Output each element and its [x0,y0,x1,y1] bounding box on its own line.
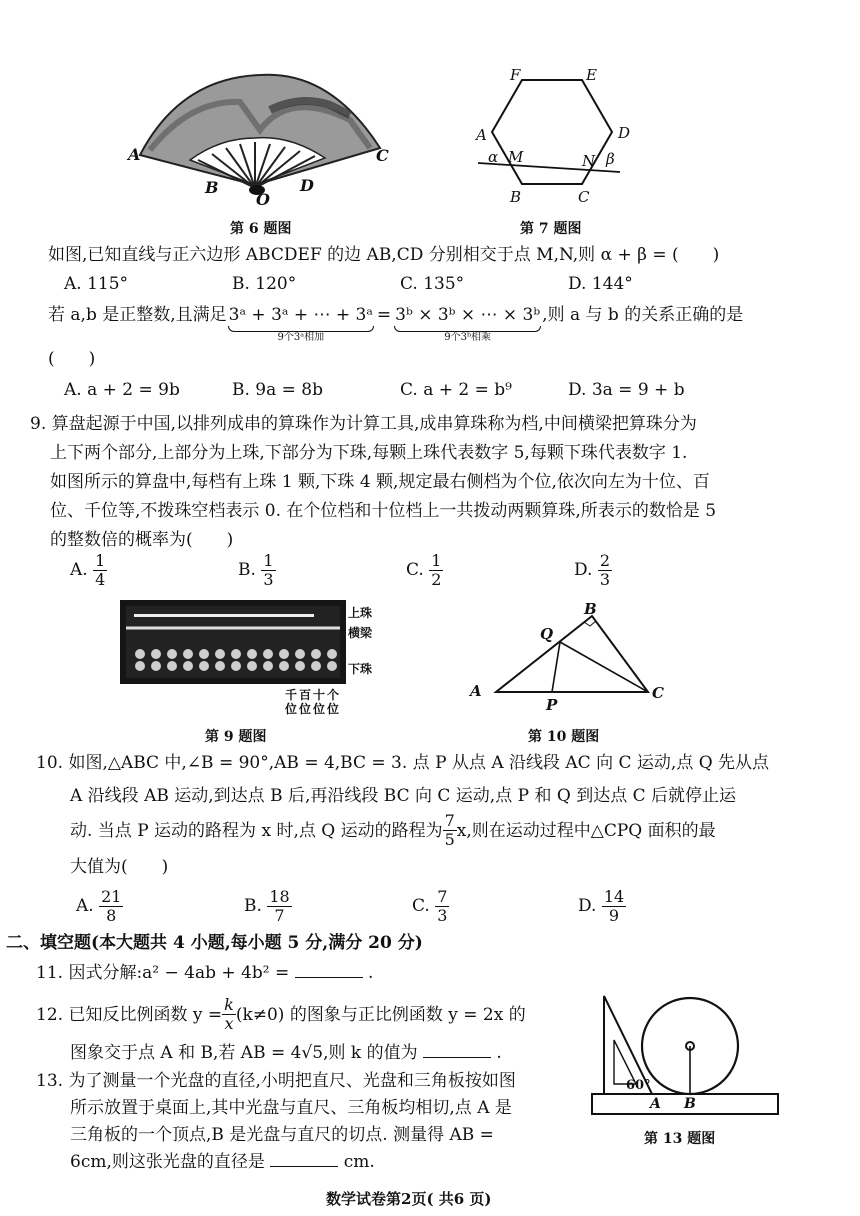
fig7-label-b: B [510,188,522,206]
fig9-label-lower-bead: 下珠 [348,662,373,676]
q8-option-a: A. a + 2 = 9b [64,380,180,400]
fig7-caption: 第 7 题图 [520,221,582,237]
q9-option-c: C. $\frac{1}{2}$ [406,551,442,589]
q9-line-1: 9. 算盘起源于中国,以排列成串的算珠作为计算工具,成串算珠称为档,中间横梁把算珠分为 [30,414,697,434]
q10-line-1: 10. 如图,△ABC 中,∠B = 90°,AB = 4,BC = 3. 点 P 从点 A 沿线段 AC 向 C 运动,点 Q 先从点 [36,753,770,773]
q11 [36,962,373,984]
q8-stem-line [48,304,743,344]
q9-line-2: 上下两个部分,上部分为上珠,下部分为下珠,每颗上珠代表数字 5,每颗下珠代表数字 1. [50,443,688,463]
fig7-label-m: M [508,148,524,166]
q12-answer-blank[interactable] [423,1043,491,1058]
q7-option-c: C. 135° [400,274,465,294]
fig9-bottom-labels: 千百十个 [285,688,342,702]
q8-prod-expr: 3ᵇ × 3ᵇ × ⋯ × 3ᵇ [395,305,541,325]
q8-sum-note: 9个3ᵃ相加 [277,332,325,343]
q8-option-c: C. a + 2 = b⁹ [400,380,512,400]
fig6-label-o: O [256,190,270,209]
fig7-label-c: C [578,188,590,206]
q8-prod-note: 9个3ᵇ相乘 [444,332,492,343]
q12-post: (k≠0) 的图象与正比例函数 y = 2x 的 [235,1004,526,1025]
q7-option-a: A. 115° [64,274,129,294]
q12-end: . [496,1043,502,1063]
q10-line-3-frac: $\frac{7}{5}$ [444,811,455,849]
q12-line-2-text: 图象交于点 A 和 B,若 AB = 4√5,则 k 的值为 [70,1043,418,1063]
fig10-label-a: A [470,682,482,700]
fig7-label-e: E [586,66,597,84]
q10-line-4: 大值为( ) [70,857,169,877]
q10-option-c: C. $\frac{7}{3}$ [412,887,448,925]
q9-line-3: 如图所示的算盘中,每档有上珠 1 颗,下珠 4 颗,规定最右侧档为个位,依次向左为十位、百 [50,472,710,492]
fig9-caption: 第 9 题图 [205,729,267,745]
q12-line-1 [36,996,526,1033]
q10-option-d: D. $\frac{14}{9}$ [578,887,625,925]
fig7-label-f: F [510,66,521,84]
q8-option-b: B. 9a = 8b [232,380,324,400]
q10-line-3 [70,812,716,849]
fig7-label-n: N [582,152,596,170]
fig13-caption: 第 13 题图 [644,1131,716,1147]
fig9-label-upper-bead: 上珠 [348,606,373,620]
page-footer: 数学试卷第2页( 共6 页) [326,1190,492,1208]
q13-stem [36,1068,516,1176]
q11-answer-blank[interactable] [295,963,363,978]
q9-line-5: 的整数倍的概率为( ) [50,530,234,550]
q8-paren: ( ) [48,349,96,369]
q13-line-4-text: 6cm,则这张光盘的直径是 [70,1152,265,1172]
q9-option-b: B. $\frac{1}{3}$ [238,551,274,589]
q10-line-3-post: x,则在运动过程中△CPQ 面积的最 [456,820,716,841]
fig9-bottom-labels-2: 位位位位 [285,702,342,716]
fig10-label-b: B [584,600,597,618]
q12-frac: $\frac{k}{x}$ [224,995,234,1033]
q13-end: cm. [343,1152,375,1172]
q7-option-b: B. 120° [232,274,297,294]
q8-stem-pre: 若 a,b 是正整数,且满足 [48,305,227,325]
fig6-caption: 第 6 题图 [230,221,292,237]
q9-stem [30,410,716,555]
fig10-label-c: C [652,684,664,702]
q13-line-1: 13. 为了测量一个光盘的直径,小明把直尺、光盘和三角板按如图 [36,1071,516,1091]
section2-title: 二、填空题(本大题共 4 小题,每小题 5 分,满分 20 分) [6,933,423,953]
fig7-label-alpha: α [488,148,499,166]
fig10-triangle [480,598,680,708]
q8-option-d: D. 3a = 9 + b [568,380,685,400]
q13-line-4 [36,1149,516,1176]
fig13-label-a: A [650,1096,661,1112]
q10-line-3-pre: 动. 当点 P 运动的路程为 x 时,点 Q 运动的路程为 [70,820,443,841]
q11-end: . [368,963,374,983]
fig6-label-b: B [205,178,219,197]
fig9-label-beam: 横梁 [348,626,373,640]
q8-sum-expr: 3ᵃ + 3ᵃ + ⋯ + 3ᵃ [228,305,373,325]
q10-option-b: B. $\frac{18}{7}$ [244,887,290,925]
fig7-label-a: A [476,126,487,144]
q7-option-d: D. 144° [568,274,633,294]
fig6-label-a: A [128,145,141,164]
fig7-label-beta: β [606,150,615,168]
fig6-fan [120,60,400,210]
q13-answer-blank[interactable] [270,1152,338,1167]
q12-pre: 12. 已知反比例函数 y = [36,1004,223,1025]
q7-stem: 如图,已知直线与正六边形 ABCDEF 的边 AB,CD 分别相交于点 M,N,则 α + β = ( ) [48,245,720,265]
q13-line-3: 三角板的一个顶点,B 是光盘与直尺的切点. 测量得 AB = [70,1125,494,1145]
fig10-caption: 第 10 题图 [528,729,600,745]
fig13-label-b: B [684,1096,696,1112]
fig6-label-c: C [376,146,389,165]
fig13-label-60: 60° [626,1078,651,1093]
q13-line-2: 所示放置于桌面上,其中光盘与直尺、三角板均相切,点 A 是 [70,1098,512,1118]
q8-stem-post: ,则 a 与 b 的关系正确的是 [542,305,744,325]
q8-eq: = [376,305,392,325]
q9-option-a: A. $\frac{1}{4}$ [70,551,106,589]
q10-option-a: A. $\frac{21}{8}$ [76,887,122,925]
fig10-label-q: Q [540,625,554,643]
fig7-label-d: D [618,124,631,142]
q9-option-d: D. $\frac{2}{3}$ [574,551,611,589]
fig10-label-p: P [546,696,558,714]
fig9-abacus [120,600,346,684]
fig6-label-d: D [300,176,314,195]
q11-text: 11. 因式分解:a² − 4ab + 4b² = [36,963,290,983]
q12-line-2 [70,1042,502,1064]
q10-line-2: A 沿线段 AB 运动,到达点 B 后,再沿线段 BC 向 C 运动,点 P 和 Q 到达点 C 后就停止运 [70,786,737,806]
q9-line-4: 位、千位等,不拨珠空档表示 0. 在个位档和十位档上一共拨动两颗算珠,所表示的数恰是 5 [50,501,717,521]
